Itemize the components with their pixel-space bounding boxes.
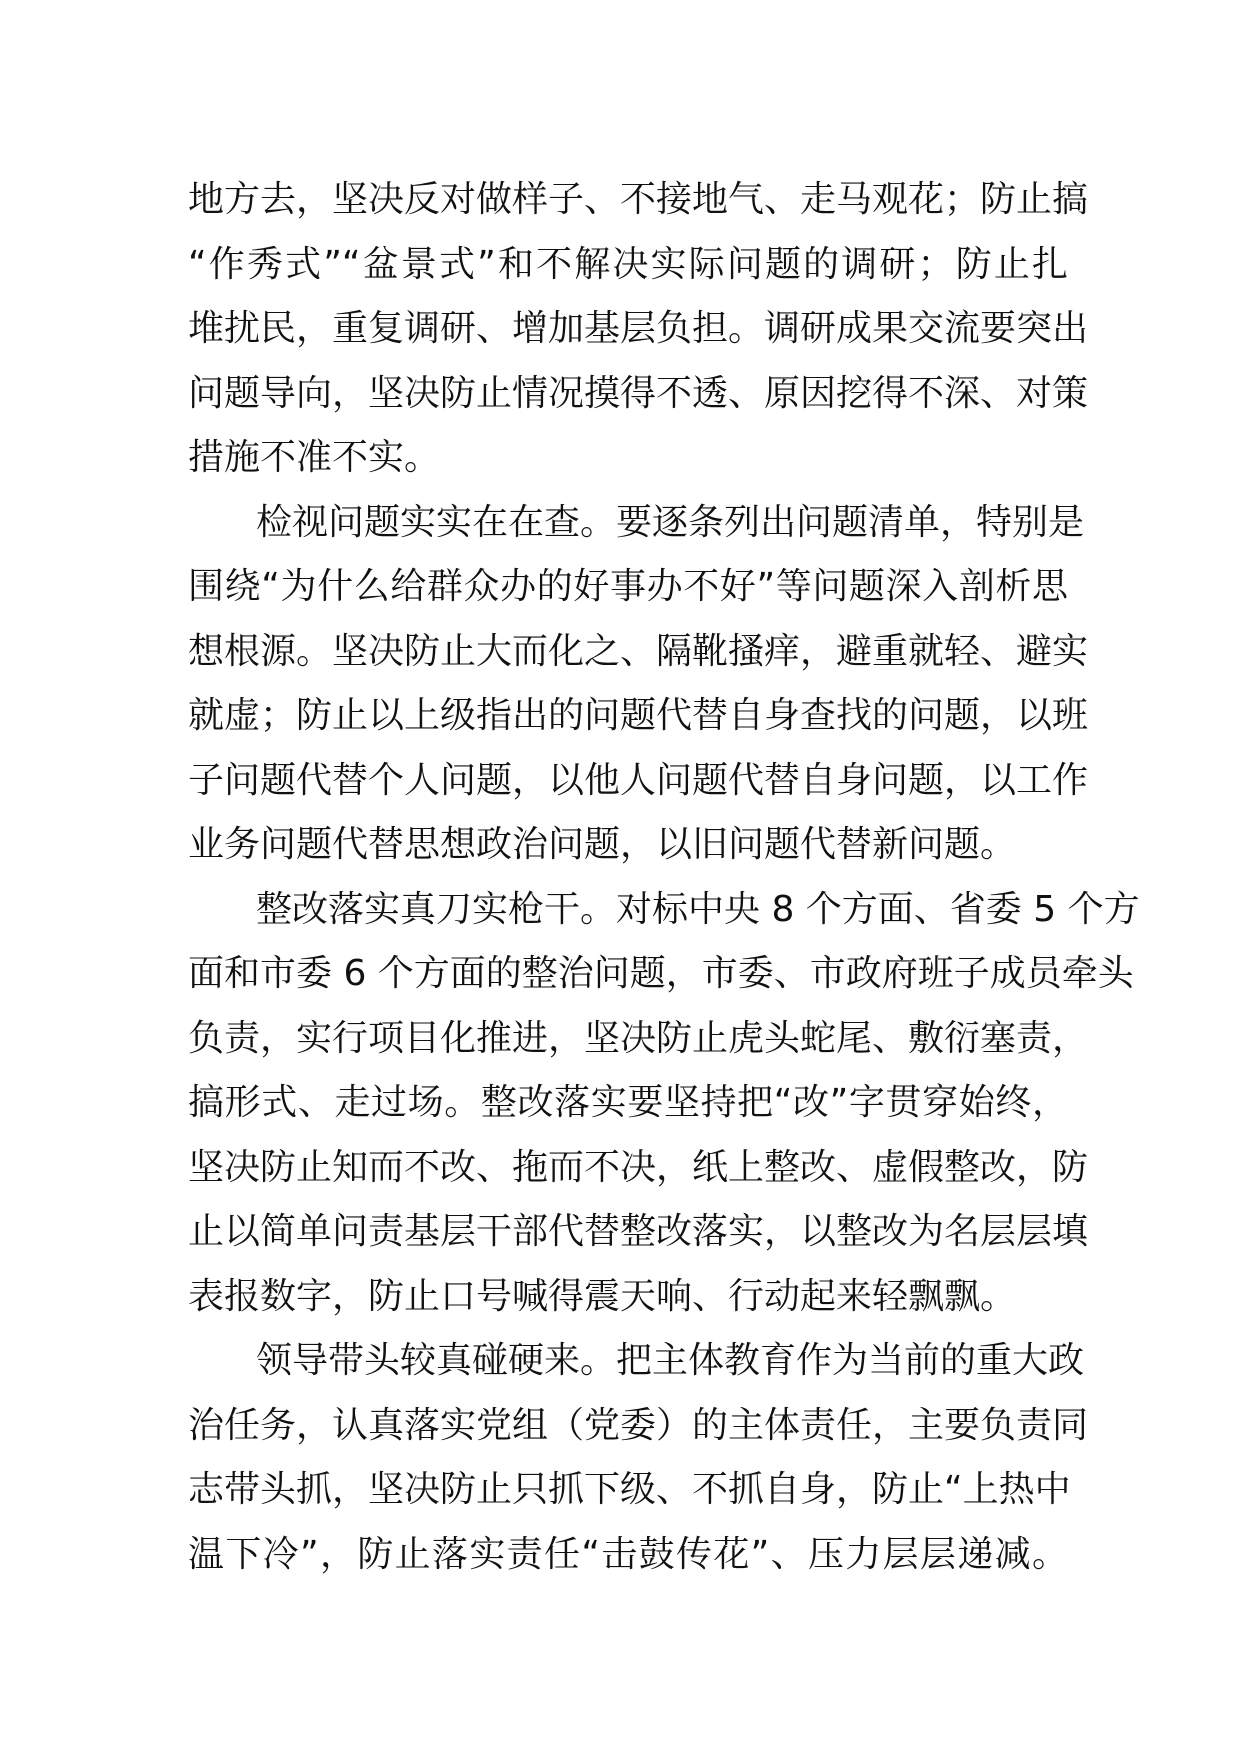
text-line: 检视问题实实在在查。要逐条列出问题清单，特别是 — [256, 501, 1085, 543]
text-line: 表报数字，防止口号喊得震天响、行动起来轻飘飘。 — [188, 1275, 1017, 1317]
text-line: 围绕“为什么给群众办的好事办不好”等问题深入剖析思 — [188, 566, 1068, 607]
text-line: 想根源。坚决防止大而化之、隔靴搔痒，避重就轻、避实 — [188, 630, 1089, 672]
text-line: 治任务，认真落实党组（党委）的主体责任，主要负责同 — [188, 1404, 1089, 1446]
text-line: 问题导向，坚决防止情况摸得不透、原因挖得不深、对策 — [188, 372, 1089, 414]
document-body — [188, 168, 1140, 1587]
text-line: 负责，实行项目化推进，坚决防止虎头蛇尾、敷衍塞责， — [188, 1017, 1089, 1059]
text-line: 志带头抓，坚决防止只抓下级、不抓自身，防止“上热中 — [188, 1469, 1071, 1510]
text-line: 堆扰民，重复调研、增加基层负担。调研成果交流要突出 — [188, 308, 1089, 349]
text-line: 温下冷”，防止落实责任“击鼓传花”、压力层层递减。 — [188, 1533, 1068, 1575]
text-line: 面和市委 6 个方面的整治问题，市委、市政府班子成员牵头 — [188, 953, 1134, 994]
paragraph — [188, 491, 1089, 878]
text-line: 措施不准不实。 — [188, 437, 441, 478]
text-line: 地方去，坚决反对做样子、不接地气、走马观花；防止搞 — [188, 179, 1089, 220]
paragraph — [188, 168, 1089, 491]
text-line: 领导带头较真碰硬来。把主体教育作为当前的重大政 — [256, 1340, 1085, 1381]
text-line: 业务问题代替思想政治问题，以旧问题代替新问题。 — [188, 824, 1017, 865]
text-line: 止以简单问责基层干部代替整改落实，以整改为名层层填 — [188, 1211, 1089, 1252]
text-line: 整改落实真刀实枪干。对标中央 8 个方面、省委 5 个方 — [256, 888, 1140, 930]
text-line: 就虚；防止以上级指出的问题代替自身查找的问题，以班 — [188, 695, 1089, 736]
text-line: “作秀式”“盆景式”和不解决实际问题的调研；防止扎 — [188, 243, 1068, 285]
paragraph — [188, 878, 1140, 1330]
text-line: 子问题代替个人问题，以他人问题代替自身问题，以工作 — [188, 759, 1089, 801]
paragraph — [188, 1329, 1089, 1587]
text-line: 搞形式、走过场。整改落实要坚持把“改”字贯穿始终， — [188, 1082, 1068, 1123]
text-line: 坚决防止知而不改、拖而不决，纸上整改、虚假整改，防 — [188, 1146, 1089, 1188]
